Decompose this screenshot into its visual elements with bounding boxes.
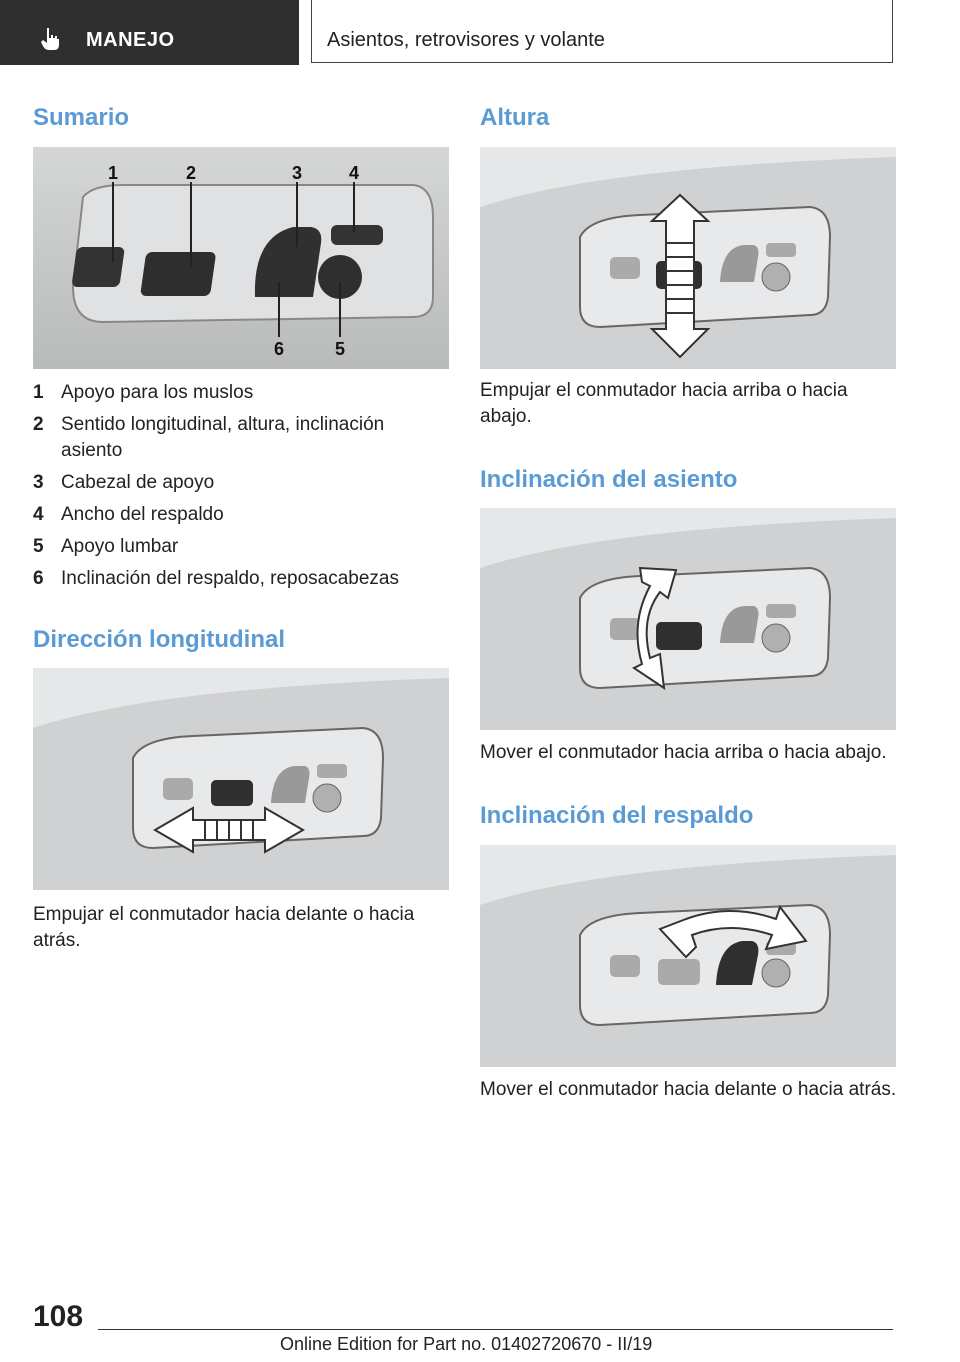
callout-3: 3: [291, 163, 303, 183]
page-number: 108: [33, 1300, 84, 1333]
inclinacion-asiento-text: Mover el conmutador hacia arriba o hacia abajo.: [480, 742, 887, 763]
backrest-tilt-illustration: [480, 845, 896, 1067]
legend-item: 6 Inclinación del respaldo, reposacabezas: [33, 568, 399, 589]
altura-heading: Altura: [480, 104, 550, 131]
inclinacion-respaldo-heading: Inclinación del respaldo: [480, 802, 754, 829]
chapter-title-box: [311, 0, 893, 63]
legend-item: 3 Cabezal de apoyo: [33, 472, 215, 493]
inclinacion-respaldo-text: Mover el conmutador hacia delante o hacia atrás.: [480, 1079, 897, 1100]
longitudinal-adjust-illustration: [33, 668, 449, 890]
height-adjust-illustration: [480, 147, 896, 369]
inclinacion-asiento-figure: [480, 508, 896, 730]
callout-5: 5: [334, 339, 346, 359]
section-tab: [0, 0, 299, 65]
legend-item: 5 Apoyo lumbar: [33, 536, 179, 557]
altura-text: Empujar el conmutador hacia arriba o hacia abajo.: [480, 380, 848, 427]
longitudinal-text: Empujar el conmutador hacia delante o hacia atrás.: [33, 904, 415, 951]
inclinacion-respaldo-figure: [480, 845, 896, 1067]
altura-figure: [480, 147, 896, 369]
longitudinal-heading: Dirección longitudinal: [33, 626, 286, 653]
sumario-heading: Sumario: [33, 104, 130, 131]
seat-tilt-illustration: [480, 508, 896, 730]
hand-pointer-icon: [38, 26, 64, 52]
footer-divider: [98, 1329, 893, 1330]
sumario-figure: [33, 147, 449, 369]
legend-item: 1 Apoyo para los muslos: [33, 382, 254, 403]
seat-control-overview-illustration: [33, 147, 449, 369]
legend-item: 2 Sentido longitudinal, altura, inclinación asiento: [33, 414, 385, 461]
callout-2: 2: [185, 163, 197, 183]
longitudinal-figure: [33, 668, 449, 890]
edition-note: Online Edition for Part no. 01402720670 - II/19: [280, 1334, 653, 1354]
callout-legend: [33, 380, 448, 598]
inclinacion-asiento-heading: Inclinación del asiento: [480, 466, 738, 493]
legend-item: 4 Ancho del respaldo: [33, 504, 224, 525]
section-label: MANEJO: [86, 29, 175, 51]
callout-6: 6: [273, 339, 285, 359]
chapter-title: Asientos, retrovisores y volante: [327, 29, 605, 51]
callout-4: 4: [348, 163, 360, 183]
callout-1: 1: [107, 163, 119, 183]
